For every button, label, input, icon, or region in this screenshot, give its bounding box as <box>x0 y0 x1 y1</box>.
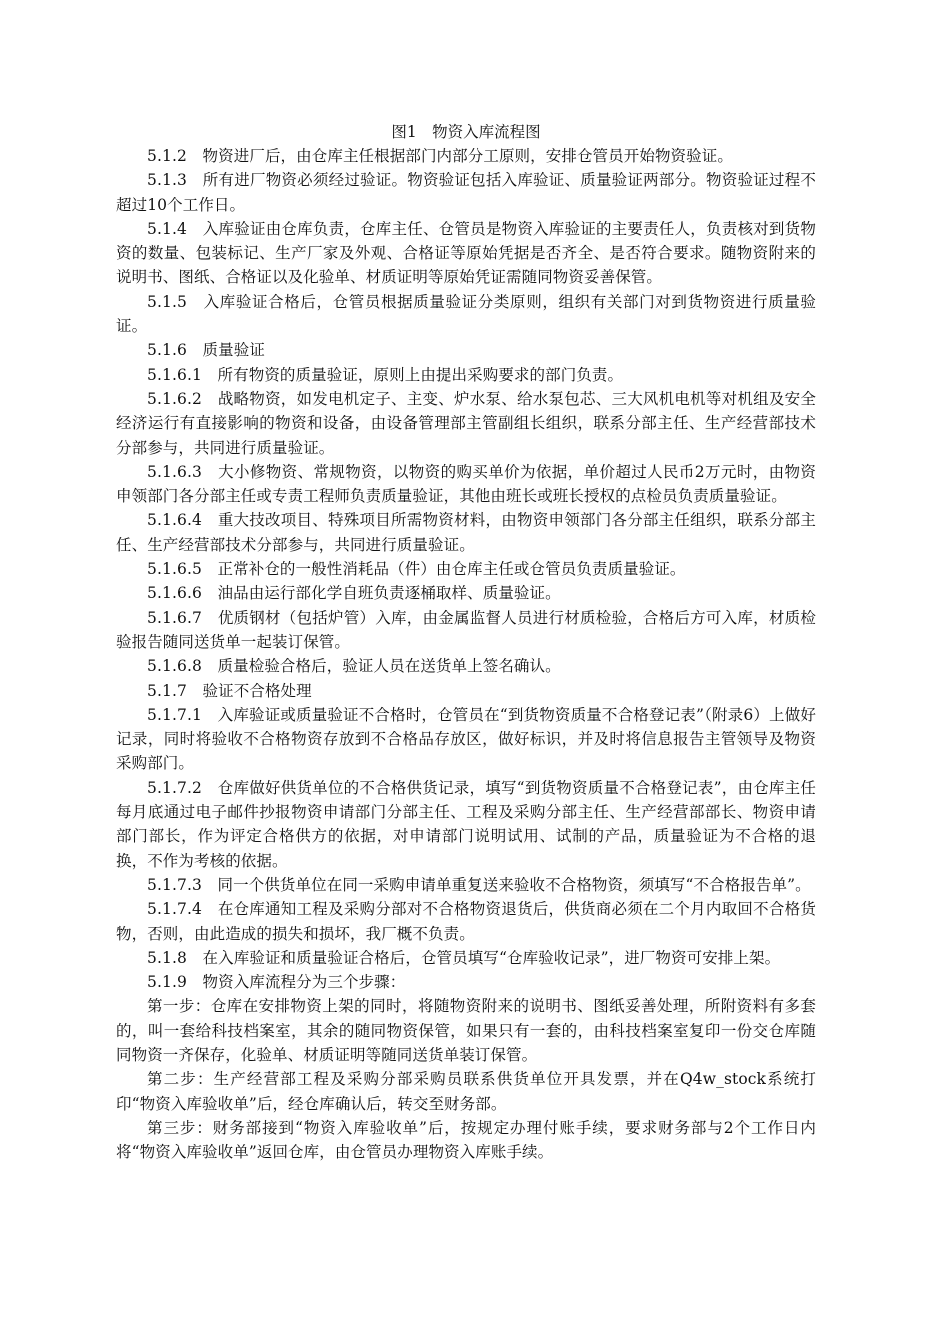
figure-caption: 图1 物资入库流程图 <box>391 123 541 141</box>
paragraph-5-1-7-4: 5.1.7.4 在仓库通知工程及采购分部对不合格物资退货后，供货商必须在二个月内取回不合格货物，否则，由此造成的损失和损坏，我厂概不负责。 <box>116 900 816 943</box>
paragraph-5-1-6-1: 5.1.6.1 所有物资的质量验证，原则上由提出采购要求的部门负责。 <box>147 365 624 384</box>
paragraph-5-1-7-1: 5.1.7.1 入库验证或质量验证不合格时，仓管员在“到货物资质量不合格登记表”（附录6）上做好记录，同时将验收不合格物资存放到不合格品存放区，做好标识，并及时将信息报告主管领导及物资采购部门。 <box>116 705 816 773</box>
paragraph-5-1-8: 5.1.8 在入库验证和质量验证合格后，仓管员填写“仓库验收记录”，进厂物资可安排上架。 <box>147 948 781 967</box>
paragraph-5-1-6-3: 5.1.6.3 大小修物资、常规物资，以物资的购买单价为依据，单价超过人民币2万元时，由物资申领部门各分部主任或专责工程师负责质量验证，其他由班长或班长授权的点检员负责质量验证。 <box>116 462 816 506</box>
paragraph-5-1-3: 5.1.3 所有进厂物资必须经过验证。物资验证包括入库验证、质量验证两部分。物资验证过程不超过10个工作日。 <box>116 171 816 214</box>
step-one: 第一步：仓库在安排物资上架的同时，将随物资附来的说明书、图纸妥善处理，所附资料有多套的，叫一套给科技档案室，其余的随同物资保管，如果只有一套的，由科技档案室复印一份交仓库随同物资一齐保存，化验单、材质证明等随同送货单装订保管。 <box>116 997 816 1064</box>
heading-5-1-6: 5.1.6 质量验证 <box>147 341 265 360</box>
paragraph-5-1-6-5: 5.1.6.5 正常补仓的一般性消耗品（件）由仓库主任或仓管员负责质量验证。 <box>147 560 686 579</box>
paragraph-5-1-6-4: 5.1.6.4 重大技改项目、特殊项目所需物资材料，由物资申领部门各分部主任组织，联系分部主任、生产经营部技术分部参与，共同进行质量验证。 <box>116 511 816 554</box>
paragraph-5-1-5: 5.1.5 入库验证合格后，仓管员根据质量验证分类原则，组织有关部门对到货物资进行质量验证。 <box>116 292 816 336</box>
paragraph-5-1-9: 5.1.9 物资入库流程分为三个步骤： <box>147 973 406 992</box>
paragraph-5-1-2: 5.1.2 物资进厂后，由仓库主任根据部门内部分工原则，安排仓管员开始物资验证。 <box>147 147 733 165</box>
step-three: 第三步：财务部接到“物资入库验收单”后，按规定办理付账手续，要求财务部与2个工作日内将“物资入库验收单”返回仓库，由仓管员办理物资入库账手续。 <box>116 1118 816 1162</box>
paragraph-5-1-7-2: 5.1.7.2 仓库做好供货单位的不合格供货记录，填写“到货物资质量不合格登记表”，由仓库主任每月底通过电子邮件抄报物资申请部门分部主任、工程及采购分部主任、生产经营部部长、物资申请部门部长，作为评定合格供方的依据，对申请部门说明试用、试制的产品，质量验证为不合格的退换，不作为考核的依据。 <box>116 778 816 870</box>
document-page <box>116 120 816 1164</box>
paragraph-5-1-6-6: 5.1.6.6 油品由运行部化学自班负责逐桶取样、质量验证。 <box>147 584 561 603</box>
heading-5-1-7: 5.1.7 验证不合格处理 <box>147 681 312 700</box>
paragraph-5-1-7-3: 5.1.7.3 同一个供货单位在同一采购申请单重复送来验收不合格物资，须填写“不合格报告单”。 <box>147 875 811 894</box>
paragraph-5-1-6-7: 5.1.6.7 优质钢材（包括炉管）入库，由金属监督人员进行材质检验，合格后方可入库，材质检验报告随同送货单一起装订保管。 <box>116 608 816 651</box>
step-two: 第二步：生产经营部工程及采购分部采购员联系供货单位开具发票，并在Q4w_stock系统打印“物资入库验收单”后，经仓库确认后，转交至财务部。 <box>116 1070 816 1113</box>
paragraph-5-1-6-8: 5.1.6.8 质量检验合格后，验证人员在送货单上签名确认。 <box>147 657 561 676</box>
paragraph-5-1-4: 5.1.4 入库验证由仓库负责，仓库主任、仓管员是物资入库验证的主要责任人，负责核对到货物资的数量、包装标记、生产厂家及外观、合格证等原始凭据是否齐全、是否符合要求。随物资附来的说明书、图纸、合格证以及化验单、材质证明等原始凭证需随同物资妥善保管。 <box>116 219 816 287</box>
paragraph-5-1-6-2: 5.1.6.2 战略物资，如发电机定子、主变、炉水泵、给水泵包芯、三大风机电机等对机组及安全经济运行有直接影响的物资和设备，由设备管理部主管副组长组织，联系分部主任、生产经营部技术分部参与，共同进行质量验证。 <box>116 389 816 457</box>
